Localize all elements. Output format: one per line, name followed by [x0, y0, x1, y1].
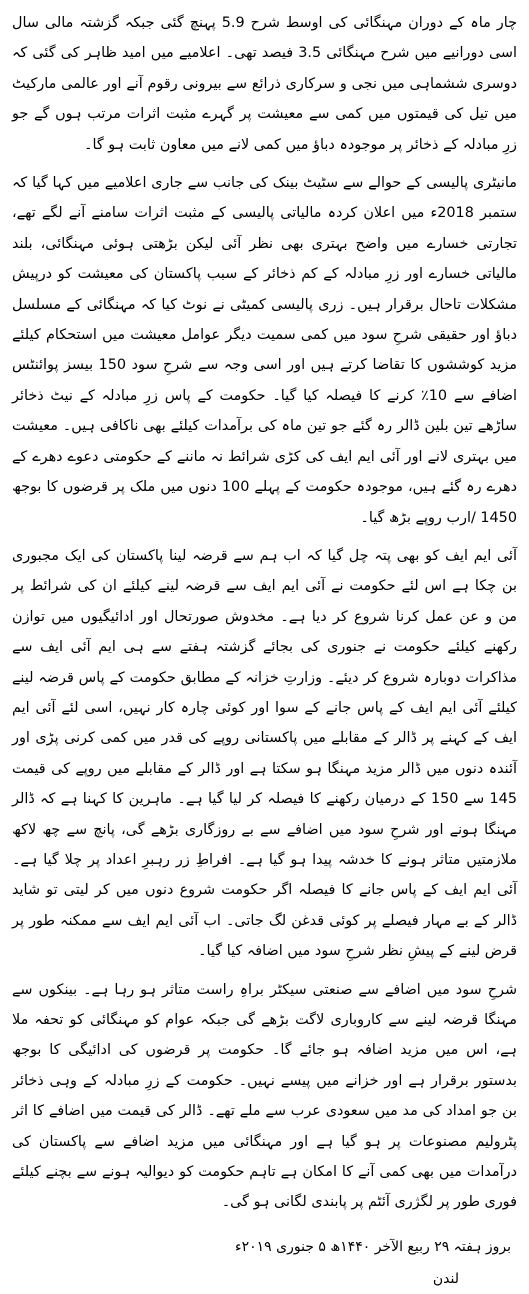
paragraph-inflation-outlook: چار ماہ کے دوران مہنگائی کی اوسط شرح 5.9 پہنچ گئی جبکہ گزشتہ مالی سال اسی دورانیے میں شرح مہنگائی 3.5 فیصد تھی۔ اعلامیے میں امید ظاہر کی گئی کہ دوسری ششماہی میں نجی و سرکاری ذرائع سے بیرونی رقوم آنے اور عالمی مارکیٹ میں تیل کی قیمتوں میں کمی سے معیشت پر گہرے مثبت اثرات مرتب ہوں گے جو زرِ مبادلہ کے ذخائر پر موجودہ دباؤ میں کمی لانے میں معاون ثابت ہو گا۔ — [12, 15, 517, 153]
paragraph-monetary-policy: مانیٹری پالیسی کے حوالے سے سٹیٹ بینک کی جانب سے جاری اعلامیے میں کہا گیا کہ ستمبر 2018ء میں اعلان کردہ مالیاتی پالیسی کے مثبت اثرات سامنے آنے لگے تھے، تجارتی خسارے میں واضح بہتری بھی نظر آئی لیکن بڑھتی ہوئی مہنگائی، بلند مالیاتی خسارے اور زرِ مبادلہ کے کم ذخائر کے سبب پاکستان کی معیشت کو درپیش مشکلات تاحال برقرار ہیں۔ زری پالیسی کمیٹی نے نوٹ کیا کہ مہنگائی کے مسلسل دباؤ اور حقیقی شرحِ سود میں کمی سمیت دیگر عوامل معیشت میں استحکام کیلئے مزید کوششوں کا تقاضا کرتے ہیں اور اسی وجہ سے شرحِ سود 150 بیسز پوائنٹس اضافے سے 10٪ کرنے کا فیصلہ کیا گیا۔ حکومت کے پاس زرِ مبادلہ کے نیٹ ذخائر ساڑھے تین بلین ڈالر رہ گئے جو تین ماہ کی برآمدات کیلئے بھی ناکافی ہیں۔ معیشت میں بہتری لانے اور آئی ایم ایف کی کڑی شرائط نہ ماننے کے حکومتی دعوے دھرے کے دھرے رہ گئے ہیں، موجودہ حکومت کے پہلے 100 دنوں میں ملک پر قرضوں کا بوجھ 1450 /ارب روپے بڑھ گیا۔ — [12, 175, 518, 526]
paragraph-imf-loan: آئی ایم ایف کو بھی پتہ چل گیا کہ اب ہم سے قرضہ لینا پاکستان کی ایک مجبوری بن چکا ہے اس لئے حکومت نے آئی ایم ایف سے قرضہ لینے کیلئے ان کی شرائط پر من و عن عمل کرنا شروع کر دیا ہے۔ مخدوش صورتحال اور ادائیگیوں میں توازن رکھنے کیلئے حکومت نے جنوری کی بجائے گزشتہ ہفتے سے ہی ایم آئی ایف سے مذاکرات دوبارہ شروع کر دیئے۔ وزارتِ خزانہ کے مطابق حکومت کے پاس قرضہ لینے کیلئے آئی ایم ایف کے پاس جانے کے سوا اور کوئی چارہ کار نہیں، اسی لئے آئی ایم ایف کے کہنے پر ڈالر کے مقابلے میں پاکستانی روپے کی قدر میں کمی کرنی پڑی اور آئندہ دنوں میں ڈالر مزید مہنگا ہو سکتا ہے اور ڈالر کے مقابلے میں روپے کی قیمت 145 سے 150 کے درمیان رکھنے کا فیصلہ کر لیا گیا ہے۔ ماہرین کا کہنا ہے کہ ڈالر مہنگا ہونے اور شرحِ سود میں اضافے سے بے روزگاری بڑھے گی، پانچ سے چھ لاکھ ملازمتیں متاثر ہونے کا خدشہ پیدا ہو گیا ہے۔ افراطِ زر رہبرِ اعداد پر چلا گیا ہے۔ آئی ایم ایف کے پاس جانے کا فیصلہ اگر حکومت شروع دنوں میں کر لیتی تو شاید ڈالر کے بے مہار فیصلے پر کوئی قدغن لگ جاتی۔ اب آئی ایم ایف سے ممکنہ طور پر قرض لینے کے پیشِ نظر شرحِ سود میں اضافہ کیا گیا۔ — [12, 547, 517, 960]
paragraph-interest-rate-impact: شرحِ سود میں اضافے سے صنعتی سیکٹر براہِ راست متاثر ہو رہا ہے۔ بینکوں سے مہنگا قرضہ لینے سے کاروباری لاگت بڑھے گی جبکہ عوام کو مہنگائی کو تحفہ ملا ہے، اس میں مزید اضافہ ہو جائے گا۔ حکومت پر قرضوں کی ادائیگی کا بوجھ بدستور برقرار ہے اور خزانے میں پیسے نہیں۔ حکومت کے زرِ مبادلہ کے وہی ذخائر بن جو امداد کی مد میں سعودی عرب سے ملے تھے۔ ڈالر کی قیمت میں اضافے کا اثر پٹرولیم مصنوعات پر ہو گیا ہے اور مہنگائی میں مزید اضافے سے پاکستان کی درآمدات میں بھی کمی آنے کا امکان ہے تاہم حکومت کو دیوالیہ ہونے سے بچنے کیلئے فوری طور پر لگژری آئٹم پر پابندی لگانی ہو گی۔ — [12, 981, 517, 1211]
article-place: لندن — [432, 1270, 459, 1287]
article-date: بروز ہفتہ ۲۹ ربیع الآخر ۱۴۴۰ھ ۵ جنوری ۲۰۱۹ء — [235, 1238, 511, 1255]
